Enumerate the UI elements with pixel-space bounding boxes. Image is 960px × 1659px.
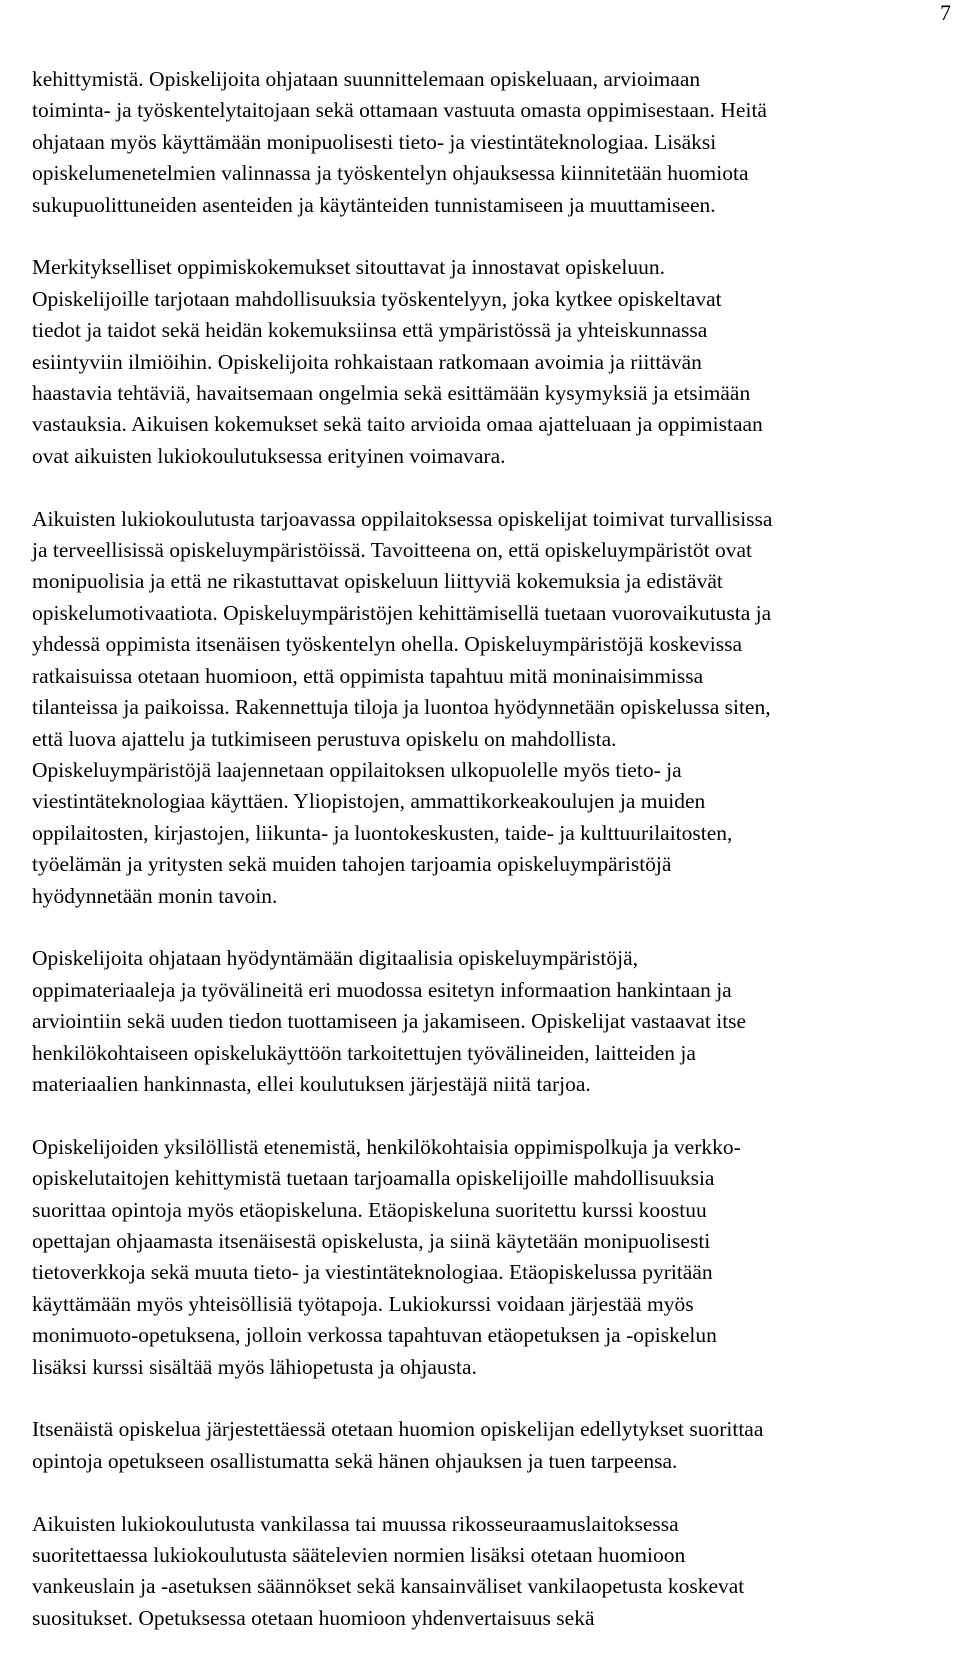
text-line: opintoja opetukseen osallistumatta sekä hänen ohjauksen ja tuen tarpeensa. xyxy=(32,1448,678,1473)
text-line: ovat aikuisten lukiokoulutuksessa erityinen voimavara. xyxy=(32,443,506,468)
text-line: viestintäteknologiaa käyttäen. Yliopistojen, ammattikorkeakoulujen ja muiden xyxy=(32,789,706,814)
text-line: Aikuisten lukiokoulutusta vankilassa tai muussa rikosseuraamuslaitoksessa xyxy=(32,1511,679,1536)
text-line: kehittymistä. Opiskelijoita ohjataan suunnittelemaan opiskeluaan, arvioimaan xyxy=(32,67,701,91)
text-line: vankeuslain ja -asetuksen säännökset sekä kansainväliset vankilaopetusta koskevat xyxy=(32,1574,745,1599)
text-line: Opiskeluympäristöjä laajennetaan oppilaitoksen ulkopuolelle myös tieto- ja xyxy=(32,757,682,782)
text-line: opettajan ohjaamasta itsenäisestä opiskelusta, ja siinä käytetään monipuolisesti xyxy=(32,1228,711,1253)
text-line: yhdessä oppimista itsenäisen työskentelyn ohella. Opiskeluympäristöjä koskevissa xyxy=(32,632,742,657)
text-line: haastavia tehtäviä, havaitsemaan ongelmia sekä esittämään kysymyksiä ja etsimään xyxy=(32,381,751,406)
paragraph xyxy=(32,1509,942,1635)
text-line: Opiskelijoita ohjataan hyödyntämään digitaalisia opiskeluympäristöjä, xyxy=(32,946,639,971)
text-line: lisäksi kurssi sisältää myös lähiopetusta ja ohjausta. xyxy=(32,1354,477,1379)
text-line: arviointiin sekä uuden tiedon tuottamiseen ja jakamiseen. Opiskelijat vastaavat itse xyxy=(32,1009,747,1034)
paragraph xyxy=(32,1132,942,1383)
text-line: Merkitykselliset oppimiskokemukset sitouttavat ja innostavat opiskeluun. xyxy=(32,255,665,280)
document-body xyxy=(32,64,942,1634)
text-line: ohjataan myös käyttämään monipuolisesti tieto- ja viestintäteknologiaa. Lisäksi xyxy=(32,129,717,154)
paragraph xyxy=(32,252,942,472)
text-line: ja terveellisissä opiskeluympäristöissä. Tavoitteena on, että opiskeluympäristöt ovat xyxy=(32,538,752,563)
text-line: työelämän ja yritysten sekä muiden tahojen tarjoamia opiskeluympäristöjä xyxy=(32,852,672,877)
text-line: hyödynnetään monin tavoin. xyxy=(32,883,278,908)
text-line: oppilaitosten, kirjastojen, liikunta- ja luontokeskusten, taide- ja kulttuurilaitosten, xyxy=(32,820,733,845)
text-line: käyttämään myös yhteisöllisiä työtapoja. Lukiokurssi voidaan järjestää myös xyxy=(32,1291,694,1316)
text-line: Aikuisten lukiokoulutusta tarjoavassa oppilaitoksessa opiskelijat toimivat turvallisissa xyxy=(32,506,773,531)
text-line: Opiskelijoille tarjotaan mahdollisuuksia työskentelyyn, joka kytkee opiskeltavat xyxy=(32,286,722,311)
text-line: materiaalien hankinnasta, ellei koulutuksen järjestäjä niitä tarjoa. xyxy=(32,1071,591,1096)
text-line: Itsenäistä opiskelua järjestettäessä otetaan huomion opiskelijan edellytykset suorittaa xyxy=(32,1417,764,1442)
paragraph xyxy=(32,64,942,221)
text-line: henkilökohtaiseen opiskelukäyttöön tarkoitettujen työvälineiden, laitteiden ja xyxy=(32,1040,696,1065)
text-line: monipuolisia ja että ne rikastuttavat opiskeluun liittyviä kokemuksia ja edistävät xyxy=(32,569,723,594)
text-line: opiskelumotivaatiota. Opiskeluympäristöjen kehittämisellä tuetaan vuorovaikutusta ja xyxy=(32,600,772,625)
paragraph xyxy=(32,1414,942,1477)
text-line: tilanteissa ja paikoissa. Rakennettuja tiloja ja luontoa hyödynnetään opiskelussa siten, xyxy=(32,695,771,720)
text-line: että luova ajattelu ja tutkimiseen perustuva opiskelu on mahdollista. xyxy=(32,726,617,751)
text-line: suoritettaessa lukiokoulutusta säätelevien normien lisäksi otetaan huomioon xyxy=(32,1543,686,1567)
text-line: sukupuolittuneiden asenteiden ja käytänteiden tunnistamiseen ja muuttamiseen. xyxy=(32,192,716,217)
text-line: suositukset. Opetuksessa otetaan huomioon yhdenvertaisuus sekä xyxy=(32,1605,595,1630)
page-number: 7 xyxy=(940,0,951,25)
paragraph xyxy=(32,504,942,912)
text-line: Opiskelijoiden yksilöllistä etenemistä, henkilökohtaisia oppimispolkuja ja verkko- xyxy=(32,1134,741,1159)
text-line: tiedot ja taidot sekä heidän kokemuksiinsa että ympäristössä ja yhteiskunnassa xyxy=(32,318,708,343)
text-line: oppimateriaaleja ja työvälineitä eri muodossa esitetyn informaation hankintaan ja xyxy=(32,977,732,1002)
paragraph xyxy=(32,943,942,1100)
text-line: ratkaisuissa otetaan huomioon, että oppimista tapahtuu mitä moninaisimmissa xyxy=(32,663,704,688)
text-line: suorittaa opintoja myös etäopiskeluna. Etäopiskeluna suoritettu kurssi koostuu xyxy=(32,1197,707,1222)
text-line: toiminta- ja työskentelytaitojaan sekä ottamaan vastuuta omasta oppimisestaan. Heitä xyxy=(32,98,767,123)
text-line: vastauksia. Aikuisen kokemukset sekä taito arvioida omaa ajatteluaan ja oppimistaan xyxy=(32,412,763,437)
text-line: opiskelumenetelmien valinnassa ja työskentelyn ohjauksessa kiinnitetään huomiota xyxy=(32,161,749,186)
text-line: esiintyviin ilmiöihin. Opiskelijoita rohkaistaan ratkomaan avoimia ja riittävän xyxy=(32,349,702,374)
text-line: opiskelutaitojen kehittymistä tuetaan tarjoamalla opiskelijoille mahdollisuuksia xyxy=(32,1166,715,1191)
text-line: monimuoto-opetuksena, jolloin verkossa tapahtuvan etäopetuksen ja -opiskelun xyxy=(32,1323,717,1348)
text-line: tietoverkkoja sekä muuta tieto- ja viestintäteknologiaa. Etäopiskelussa pyritään xyxy=(32,1260,713,1285)
